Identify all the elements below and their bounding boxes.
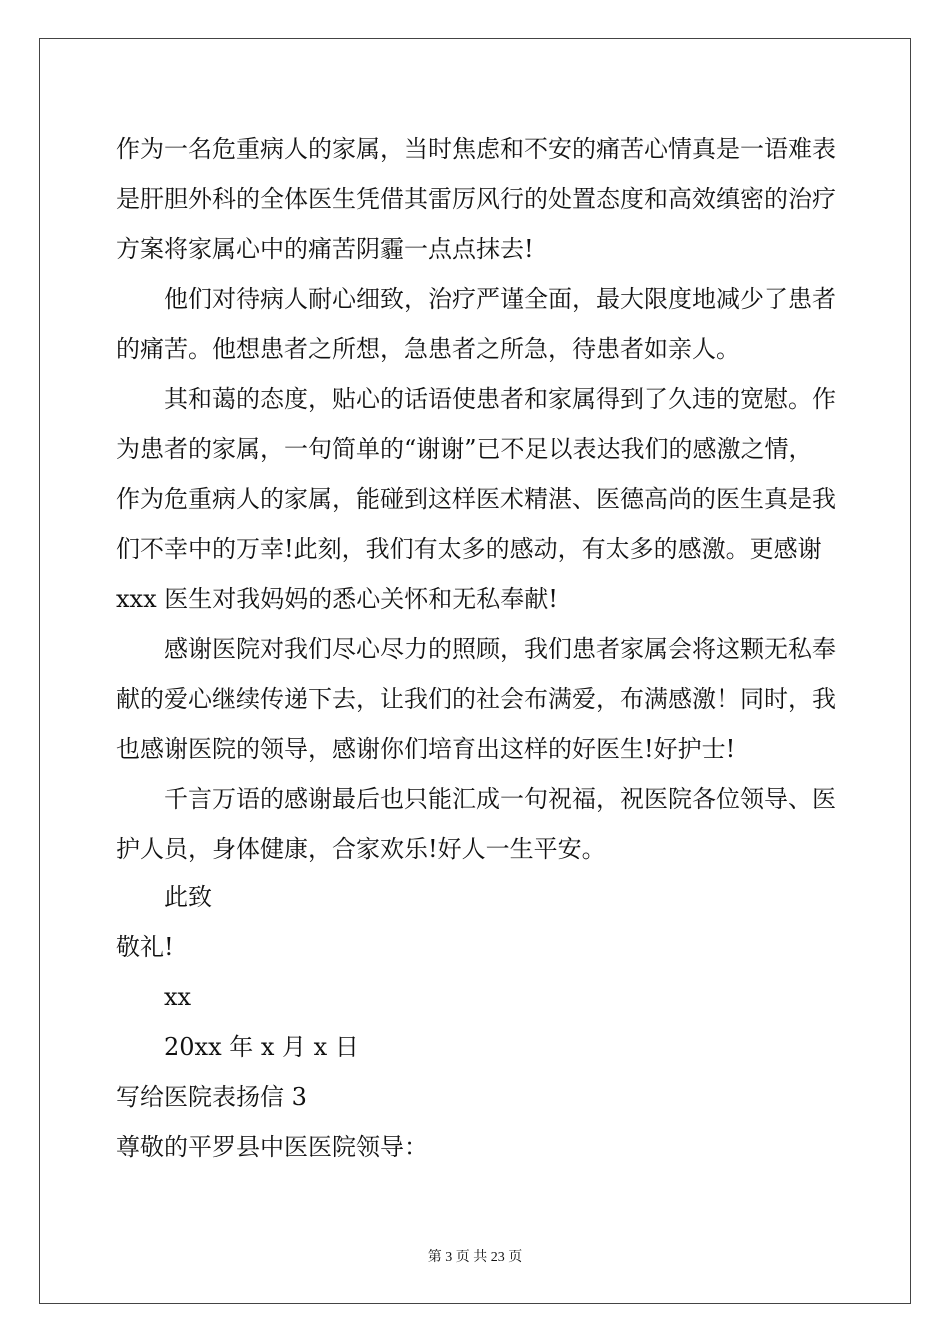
greeting-line: 尊敬的平罗县中医医院领导： (116, 1133, 428, 1161)
page-border (39, 38, 911, 1304)
body-line: 献的爱心继续传递下去，让我们的社会布满爱，布满感激！同时，我 (116, 685, 836, 713)
body-line: 他们对待病人耐心细致，治疗严谨全面，最大限度地减少了患者 (164, 285, 836, 313)
body-line: 是肝胆外科的全体医生凭借其雷厉风行的处置态度和高效缜密的治疗 (116, 185, 836, 213)
body-line: 作为危重病人的家属，能碰到这样医术精湛、医德高尚的医生真是我 (116, 485, 836, 513)
body-line: 感谢医院对我们尽心尽力的照顾，我们患者家属会将这颗无私奉 (164, 635, 836, 663)
body-line: 为患者的家属，一句简单的“谢谢”已不足以表达我们的感激之情， (116, 435, 813, 463)
body-line: 的痛苦。他想患者之所想，急患者之所急，待患者如亲人。 (116, 335, 740, 363)
body-line: xxx 医生对我妈妈的悉心关怀和无私奉献! (116, 585, 558, 613)
salutation-line: 敬礼! (116, 933, 174, 961)
body-line: 千言万语的感谢最后也只能汇成一句祝福，祝医院各位领导、医 (164, 785, 836, 813)
signature-date: 20xx 年 x 月 x 日 (164, 1033, 359, 1061)
section-title: 写给医院表扬信 3 (116, 1083, 307, 1111)
body-line: 们不幸中的万幸!此刻，我们有太多的感动，有太多的感激。更感谢 (116, 535, 822, 563)
signature-name: xx (164, 983, 192, 1011)
body-line: 也感谢医院的领导，感谢你们培育出这样的好医生!好护士! (116, 735, 736, 763)
body-line: 护人员，身体健康，合家欢乐!好人一生平安。 (116, 835, 606, 863)
page-footer: 第 3 页 共 23 页 (427, 1250, 523, 1265)
body-line: 其和蔼的态度，贴心的话语使患者和家属得到了久违的宽慰。作 (164, 385, 836, 413)
body-line: 作为一名危重病人的家属，当时焦虑和不安的痛苦心情真是一语难表 (116, 135, 836, 163)
body-line: 方案将家属心中的痛苦阴霾一点点抹去! (116, 235, 534, 263)
closing-line: 此致 (164, 883, 212, 911)
